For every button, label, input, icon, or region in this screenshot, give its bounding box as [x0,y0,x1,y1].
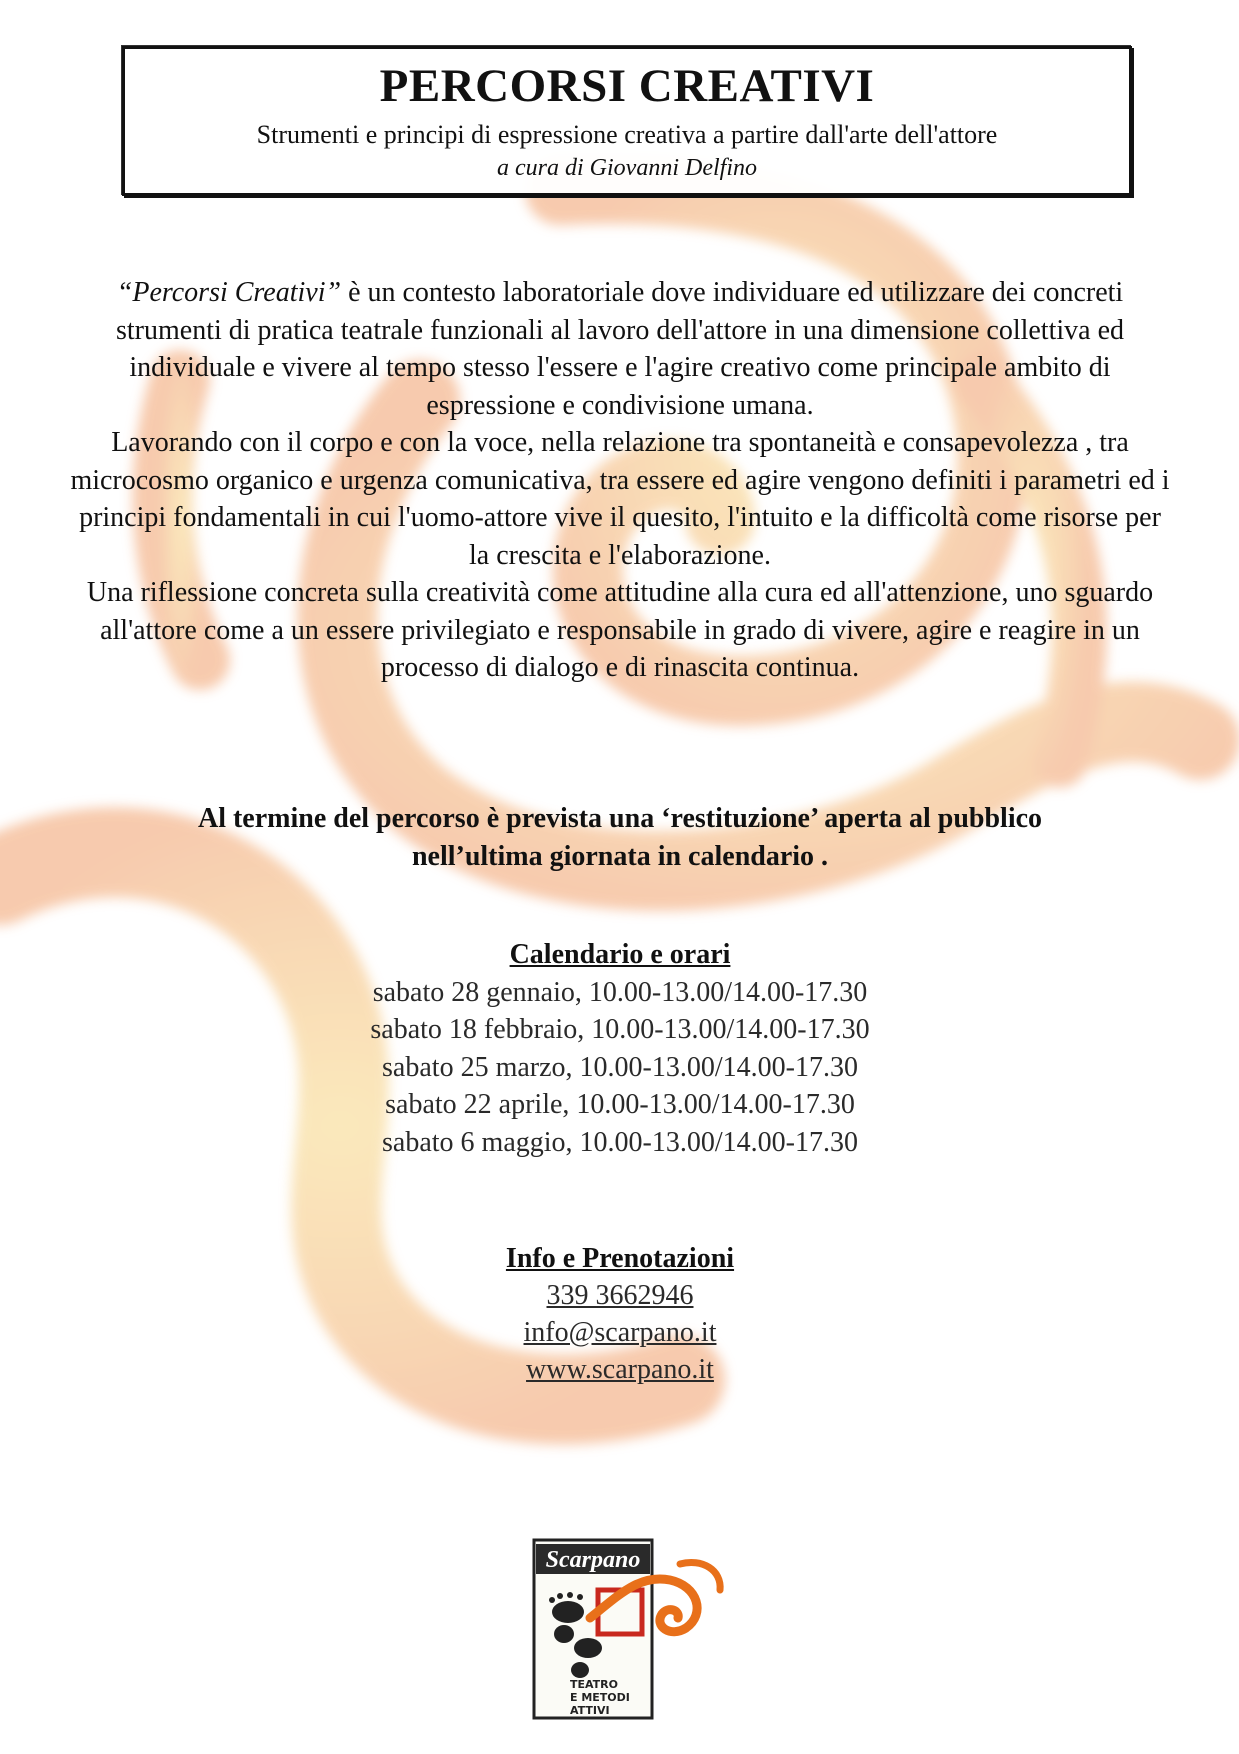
notice-line-2: nell’ultima giornata in calendario . [411,841,829,872]
page-subtitle: Strumenti e principi di espressione creativa a partire dall'arte dell'attore [256,120,998,150]
info-heading: Info e Prenotazioni [505,1243,735,1274]
intro-text [70,274,1170,687]
website-link[interactable]: www.scarpano.it [526,1354,714,1385]
phone-link[interactable]: 339 3662946 [546,1280,694,1311]
logo-tagline-2: E METODI [570,1691,630,1704]
logo-tagline-1: TEATRO [570,1678,619,1691]
notice-line-1: Al termine del percorso è prevista una ‘restituzione’ aperta al pubblico [197,803,1043,834]
author-credit: a cura di Giovanni Delfino [497,155,757,182]
calendar-list [70,974,1170,1162]
calendar-section [70,936,1170,1161]
header-box [122,46,1132,196]
logo-tagline-3: ATTIVI [570,1704,610,1717]
calendar-date: sabato 6 maggio, 10.00-13.00/14.00-17.30 [382,1126,858,1158]
scarpano-logo [530,1534,730,1724]
info-section [70,1240,1170,1388]
calendar-date: sabato 22 aprile, 10.00-13.00/14.00-17.30 [385,1089,855,1120]
logo-name: Scarpano [545,1547,641,1573]
calendar-date: sabato 28 gennaio, 10.00-13.00/14.00-17.30 [372,976,868,1008]
calendar-heading: Calendario e orari [509,939,731,970]
intro-paragraph-1 [70,274,1170,424]
intro-paragraph-2: Lavorando con il corpo e con la voce, nella relazione tra spontaneità e consapevolezza , tra microcosmo organico e urgenza comunicativa, tra essere ed agire vengono definiti i parametri ed i principi fondamentali in cui l'uomo-attore vive il quesito, l'intuito e la difficoltà come risorse per la crescita e l'elaborazione. [70,427,1170,571]
page-title: PERCORSI CREATIVI [379,60,875,112]
email-link[interactable]: info@scarpano.it [523,1317,717,1348]
calendar-date: sabato 25 marzo, 10.00-13.00/14.00-17.30 [382,1051,858,1083]
intro-lead: “Percorsi Creativi” [116,277,342,308]
intro-paragraph-3: Una riflessione concreta sulla creatività come attitudine alla cura ed all'attenzione, uno sguardo all'attore come a un essere privilegiato e responsabile in grado di vivere, agire e reagire in un processo di dialogo e di rinascita continua. [86,577,1154,683]
intro-paragraph-1-body: è un contesto laboratoriale dove individuare ed utilizzare dei concreti strumenti di pratica teatrale funzionali al lavoro dell'attore in una dimensione collettiva ed individuale e vivere al tempo stesso l'essere e l'agire creativo come principale ambito di espressione e condivisione umana. [115,277,1124,421]
calendar-date: sabato 18 febbraio, 10.00-13.00/14.00-17.30 [370,1014,870,1045]
restitution-notice [70,800,1170,876]
